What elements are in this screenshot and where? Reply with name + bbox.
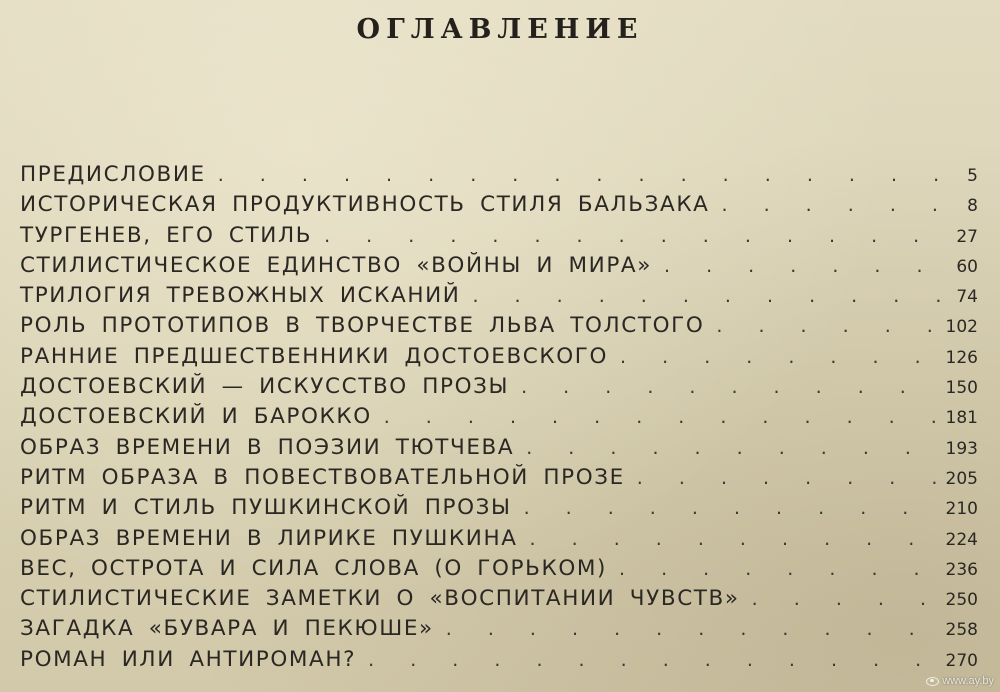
toc-entry-title: ДОСТОЕВСКИЙ И БАРОККО: [20, 404, 372, 430]
toc-entry-page-number: 258: [945, 620, 978, 641]
toc-entry: [20, 281, 978, 311]
toc-entry-page-number: 5: [967, 166, 978, 186]
toc-dot-leader: [664, 251, 948, 281]
toc-entry-page-number: 224: [945, 529, 978, 550]
toc-entry-page-number: 8: [967, 196, 978, 217]
toc-dot-leader: [324, 221, 948, 251]
toc-dot-leader: [722, 190, 949, 220]
toc-entry-page-number: 27: [956, 226, 978, 247]
toc-dot-leader: [446, 614, 938, 644]
toc-entry-title: РОМАН ИЛИ АНТИРОМАН?: [20, 646, 357, 672]
toc-entry: [20, 614, 978, 644]
toc-entry-title: СТИЛИСТИЧЕСКИЕ ЗАМЕТКИ О «ВОСПИТАНИИ ЧУВСТВ»: [20, 586, 740, 612]
toc-entry: [20, 463, 978, 493]
toc-entry-page-number: 193: [945, 438, 978, 459]
toc-entry: [20, 160, 978, 190]
toc-entry: [20, 645, 978, 675]
toc-entry-title: ТУРГЕНЕВ, ЕГО СТИЛЬ: [20, 222, 313, 248]
toc-entry-title: РИТМ И СТИЛЬ ПУШКИНСКОЙ ПРОЗЫ: [20, 495, 512, 521]
toc-entry-page-number: 270: [945, 650, 978, 671]
toc-dot-leader: [716, 311, 937, 341]
toc-entry: [20, 251, 978, 281]
toc-dot-leader: [526, 433, 937, 463]
toc-entry-title: РОЛЬ ПРОТОТИПОВ В ТВОРЧЕСТВЕ ЛЬВА ТОЛСТОГО: [20, 313, 705, 339]
toc-entry-title: РАННИЕ ПРЕДШЕСТВЕННИКИ ДОСТОЕВСКОГО: [20, 343, 609, 369]
toc-entry: [20, 524, 978, 554]
toc-entry-title: ДОСТОЕВСКИЙ — ИСКУССТВО ПРОЗЫ: [20, 374, 510, 400]
watermark-text: www.ay.by: [942, 675, 994, 687]
toc-entry-page-number: 205: [945, 468, 978, 489]
toc-entry-title: РИТМ ОБРАЗА В ПОВЕСТВОВАТЕЛЬНОЙ ПРОЗЕ: [20, 464, 625, 490]
toc-dot-leader: [752, 584, 938, 614]
toc-entry: [20, 311, 978, 341]
toc-entry-page-number: 236: [945, 559, 978, 580]
toc-entry-title: ОБРАЗ ВРЕМЕНИ В ПОЭЗИИ ТЮТЧЕВА: [20, 434, 515, 460]
page-title: ОГЛАВЛЕНИЕ: [356, 14, 644, 45]
toc-entry-title: ИСТОРИЧЕСКАЯ ПРОДУКТИВНОСТЬ СТИЛЯ БАЛЬЗАКА: [20, 192, 710, 218]
table-of-contents: [20, 160, 978, 675]
toc-entry-title: ВЕС, ОСТРОТА И СИЛА СЛОВА (О ГОРЬКОМ): [20, 555, 607, 581]
toc-dot-leader: [384, 402, 938, 432]
toc-dot-leader: [637, 463, 938, 493]
toc-entry-title: ЗАГАДКА «БУВАРА И ПЕКЮШЕ»: [20, 616, 434, 642]
toc-dot-leader: [368, 645, 937, 675]
toc-entry-page-number: 210: [945, 499, 978, 520]
toc-entry: [20, 402, 978, 432]
toc-dot-leader: [521, 372, 937, 402]
toc-entry: [20, 584, 978, 614]
toc-entry-page-number: 250: [945, 590, 978, 611]
toc-entry-page-number: 60: [956, 256, 978, 277]
toc-entry: [20, 221, 978, 251]
toc-entry-page-number: 150: [945, 378, 978, 399]
eye-icon: [926, 677, 939, 686]
toc-dot-leader: [524, 493, 938, 523]
toc-dot-leader: [619, 554, 938, 584]
toc-dot-leader: [620, 342, 938, 372]
watermark: [926, 675, 994, 687]
toc-dot-leader: [530, 524, 938, 554]
toc-entry-page-number: 181: [945, 408, 978, 429]
toc-entry-title: ТРИЛОГИЯ ТРЕВОЖНЫХ ИСКАНИЙ: [20, 283, 461, 309]
toc-entry-title: ПРЕДИСЛОВИЕ: [20, 162, 206, 187]
toc-entry: [20, 190, 978, 220]
toc-entry: [20, 554, 978, 584]
toc-entry-page-number: 102: [945, 317, 978, 338]
toc-dot-leader: [472, 281, 948, 311]
toc-entry: [20, 433, 978, 463]
toc-entry-page-number: 126: [945, 347, 978, 368]
toc-entry-page-number: 74: [956, 287, 978, 308]
toc-entry: [20, 372, 978, 402]
toc-dot-leader: [218, 160, 948, 190]
toc-entry: [20, 342, 978, 372]
toc-entry-title: ОБРАЗ ВРЕМЕНИ В ЛИРИКЕ ПУШКИНА: [20, 525, 518, 551]
toc-entry-title: СТИЛИСТИЧЕСКОЕ ЕДИНСТВО «ВОЙНЫ И МИРА»: [20, 252, 652, 278]
toc-entry: [20, 493, 978, 523]
